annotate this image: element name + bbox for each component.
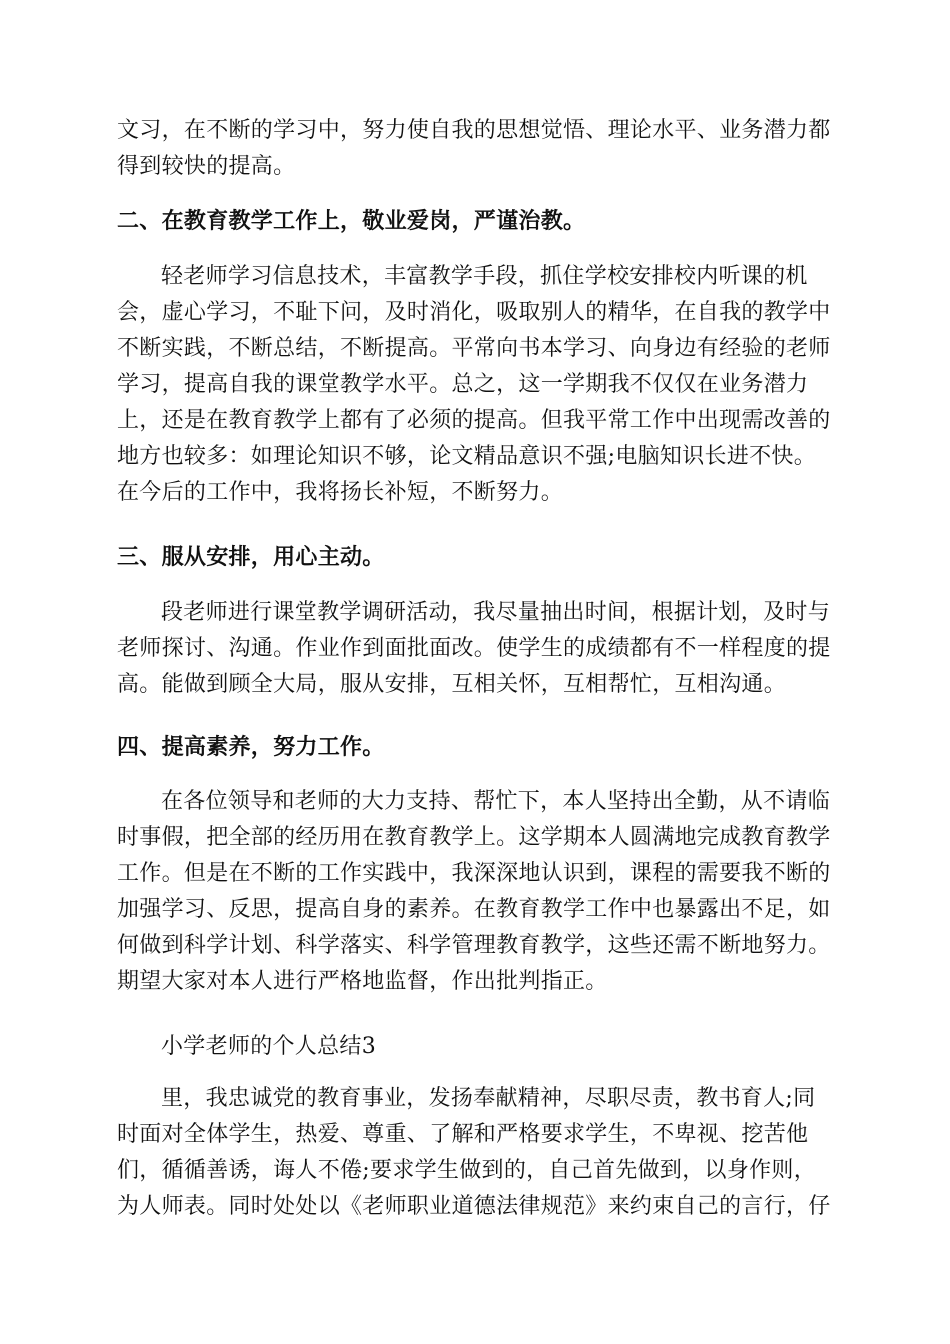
heading-text: 三、服从安排，用心主动。 bbox=[117, 545, 385, 570]
text-line: 时事假，把全部的经历用在教育教学上。这学期本人圆满地完成教育教学 bbox=[117, 825, 831, 850]
text-line: 段老师进行课堂教学调研活动，我尽量抽出时间，根据计划，及时与 bbox=[161, 600, 831, 625]
text-line: 地方也较多：如理论知识不够，论文精品意识不强;电脑知识长进不快。 bbox=[117, 444, 817, 469]
text-line: 为人师表。同时处处以《老师职业道德法律规范》来约束自己的言行，仔 bbox=[117, 1194, 831, 1219]
text-line: 学习，提高自我的课堂教学水平。总之，这一学期我不仅仅在业务潜力 bbox=[117, 372, 809, 397]
text-line: 不断实践，不断总结，不断提高。平常向书本学习、向身边有经验的老师 bbox=[117, 336, 831, 361]
paragraph-continuation bbox=[117, 113, 833, 185]
text-line: 得到较快的提高。 bbox=[117, 154, 296, 179]
text-line: 上，还是在教育教学上都有了必须的提高。但我平常工作中出现需改善的 bbox=[117, 408, 831, 433]
text-line: 们，循循善诱，诲人不倦;要求学生做到的，自己首先做到，以身作则， bbox=[117, 1158, 817, 1183]
text-line: 在各位领导和老师的大力支持、帮忙下，本人坚持出全勤，从不请临 bbox=[161, 789, 831, 814]
text-line: 加强学习、反思，提高自身的素养。在教育教学工作中也暴露出不足，如 bbox=[117, 897, 831, 922]
text-line: 高。能做到顾全大局，服从安排，互相关怀，互相帮忙，互相沟通。 bbox=[117, 672, 787, 697]
heading-text: 二、在教育教学工作上，敬业爱岗，严谨治教。 bbox=[117, 209, 586, 234]
text-line: 文习，在不断的学习中，努力使自我的思想觉悟、理论水平、业务潜力都 bbox=[117, 118, 831, 143]
paragraph-quality bbox=[117, 784, 833, 1000]
summary-title bbox=[117, 1029, 833, 1065]
section-heading-2 bbox=[117, 204, 833, 240]
heading-text: 四、提高素养，努力工作。 bbox=[117, 735, 385, 760]
text-line: 时面对全体学生，热爱、尊重、了解和严格要求学生，不卑视、挖苦他 bbox=[117, 1122, 809, 1147]
text-line: 里，我忠诚党的教育事业，发扬奉献精神，尽职尽责，教书育人;同 bbox=[161, 1086, 816, 1111]
text-line: 在今后的工作中，我将扬长补短，不断努力。 bbox=[117, 480, 564, 505]
text-line: 老师探讨、沟通。作业作到面批面改。使学生的成绩都有不一样程度的提 bbox=[117, 636, 831, 661]
text-line: 轻老师学习信息技术，丰富教学手段，抓住学校安排校内听课的机 bbox=[161, 264, 808, 289]
text-line: 何做到科学计划、科学落实、科学管理教育教学，这些还需不断地努力。 bbox=[117, 933, 831, 958]
section-heading-4 bbox=[117, 730, 833, 766]
paragraph-teaching bbox=[117, 259, 833, 511]
text-line: 会，虚心学习，不耻下问，及时消化，吸取别人的精华，在自我的教学中 bbox=[117, 300, 831, 325]
summary-title-text: 小学老师的个人总结3 bbox=[161, 1034, 376, 1059]
text-line: 期望大家对本人进行严格地监督，作出批判指正。 bbox=[117, 969, 608, 994]
paragraph-summary-3 bbox=[117, 1081, 833, 1225]
paragraph-arrangement bbox=[117, 595, 833, 703]
text-line: 工作。但是在不断的工作实践中，我深深地认识到，课程的需要我不断的 bbox=[117, 861, 831, 886]
section-heading-3 bbox=[117, 540, 833, 576]
